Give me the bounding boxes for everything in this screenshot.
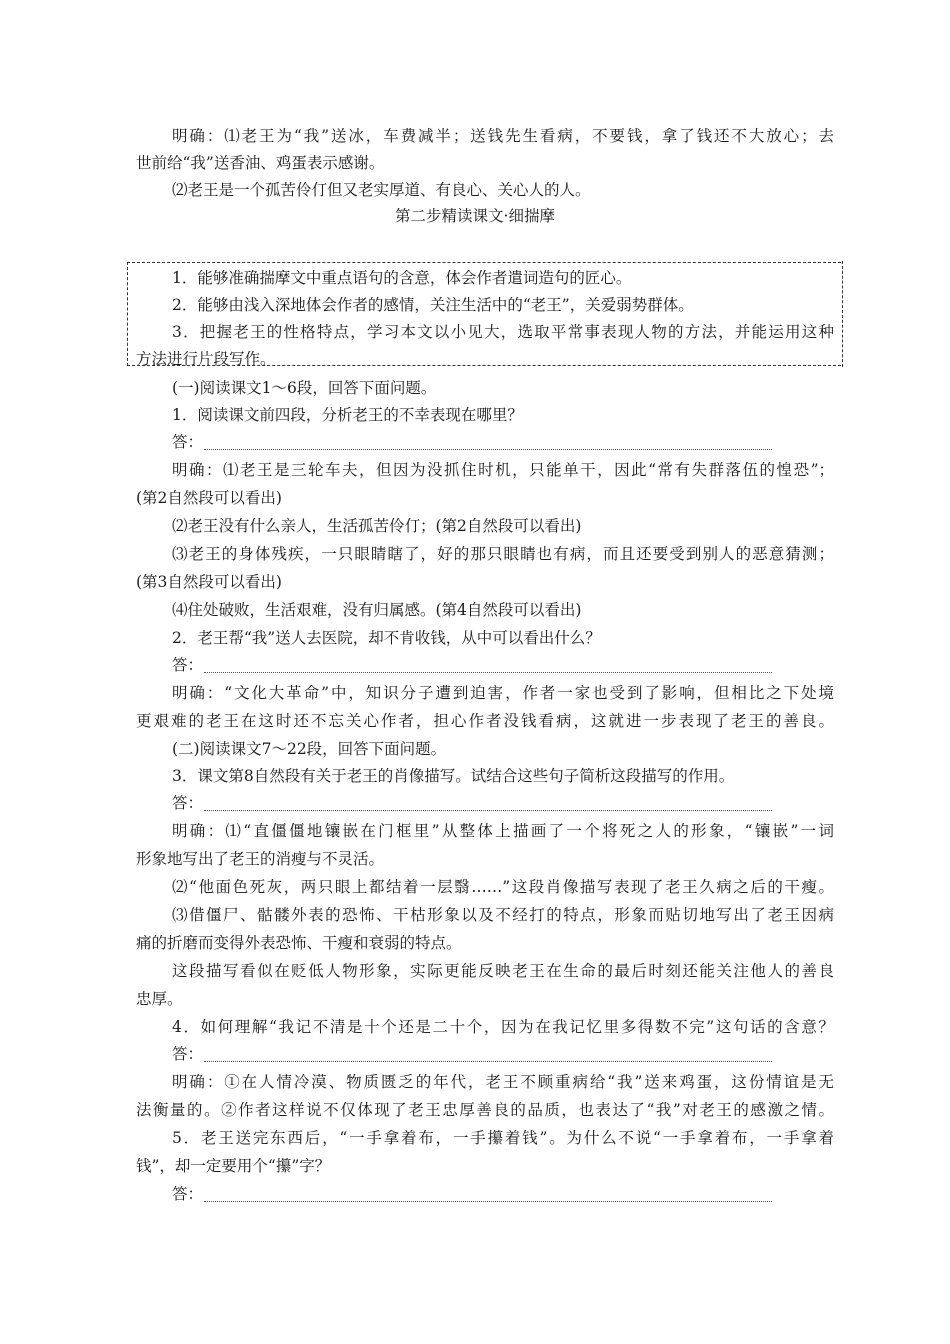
answer-line-2[interactable]	[204, 672, 772, 673]
answer-3-line6: 这段描写看似在贬低人物形象，实际更能反映老王在生命的最后时刻还能关注他人的善良	[172, 962, 834, 980]
question-5-line1: 5．老王送完东西后，“一手拿着布，一手攥着钱”。为什么不说“一手拿着布，一手拿着	[172, 1129, 834, 1147]
goal-2: 2．能够由浅入深地体会作者的感情，关注生活中的“老王”，关爱弱势群体。	[172, 296, 694, 314]
answer-3-line7: 忠厚。	[136, 990, 183, 1008]
answer-line-5[interactable]	[204, 1201, 772, 1202]
answer-2-line1: 明确：“文化大革命”中，知识分子遭到迫害，作者一家也受到了影响，但相比之下处境	[172, 684, 834, 702]
answer-1-line4: ⑶老王的身体残疾，一只眼睛瞎了，好的那只眼睛也有病，而且还要受到别人的恶意猜测；	[172, 545, 834, 563]
step-title: 第二步精读课文·细揣摩	[395, 207, 555, 225]
question-4: 4．如何理解“我记不清是十个还是二十个，因为在我记忆里多得数不完”这句话的含意？	[172, 1018, 834, 1036]
answer-line-4[interactable]	[204, 1061, 772, 1062]
goals-box-right-edge	[842, 261, 843, 367]
answer-label-2: 答：	[172, 656, 204, 674]
answer-3-line4: ⑶借僵尸、骷髅外表的恐怖、干枯形象以及不经打的特点，形象而贴切地写出了老王因病	[172, 906, 834, 924]
answer-3-line3: ⑵“他面色死灰，两只眼上都结着一层翳……”这段肖像描写表现了老王久病之后的干瘦。	[172, 878, 834, 896]
section2-heading: (二)阅读课文7～22段，回答下面问题。	[172, 740, 447, 758]
intro-answer-line3: ⑵老王是一个孤苦伶仃但又老实厚道、有良心、关心人的人。	[172, 181, 591, 199]
answer-1-line1: 明确：⑴老王是三轮车夫，但因为没抓住时机，只能单干，因此“常有失群落伍的惶恐”；	[172, 461, 834, 479]
question-3: 3．课文第8自然段有关于老王的肖像描写。试结合这些句子简析这段描写的作用。	[172, 767, 735, 785]
goal-3-line2: 方法进行片段写作。	[136, 350, 276, 368]
answer-2-line2: 更艰难的老王在这时还不忘关心作者，担心作者没钱看病，这就进一步表现了老王的善良。	[136, 712, 834, 730]
answer-label-1: 答：	[172, 433, 204, 451]
answer-3-line5: 痛的折磨而变得外表恐怖、干瘦和衰弱的特点。	[136, 934, 462, 952]
goal-1: 1．能够准确揣摩文中重点语句的含意，体会作者遣词造句的匠心。	[172, 269, 632, 287]
answer-3-line1: 明确：⑴“直僵僵地镶嵌在门框里”从整体上描画了一个将死之人的形象，“镶嵌”一词	[172, 822, 834, 840]
intro-answer-line1: 明确：⑴老王为“我”送冰，车费减半；送钱先生看病，不要钱，拿了钱还不大放心；去	[172, 127, 834, 145]
answer-4-line1: 明确：①在人情冷漠、物质匮乏的年代，老王不顾重病给“我”送来鸡蛋，这份情谊是无	[172, 1073, 834, 1091]
goal-3-line1: 3．把握老王的性格特点，学习本文以小见大，选取平常事表现人物的方法，并能运用这种	[172, 323, 834, 341]
question-5-line2: 钱”，却一定要用个“攥”字？	[136, 1157, 331, 1175]
answer-line-3[interactable]	[204, 810, 772, 811]
answer-1-line3: ⑵老王没有什么亲人，生活孤苦伶仃；(第2自然段可以看出)	[172, 517, 582, 535]
answer-1-line5: (第3自然段可以看出)	[136, 573, 282, 591]
answer-label-4: 答：	[172, 1045, 204, 1063]
answer-1-line2: (第2自然段可以看出)	[136, 489, 282, 507]
question-2: 2．老王帮“我”送人去医院，却不肯收钱，从中可以看出什么？	[172, 629, 601, 647]
answer-label-5: 答：	[172, 1185, 204, 1203]
answer-1-line6: ⑷住处破败，生活艰难，没有归属感。(第4自然段可以看出)	[172, 601, 582, 619]
question-1: 1．阅读课文前四段，分析老王的不幸表现在哪里？	[172, 406, 523, 424]
section1-heading: (一)阅读课文1～6段，回答下面问题。	[172, 379, 437, 397]
answer-line-1[interactable]	[204, 449, 772, 450]
answer-label-3: 答：	[172, 794, 204, 812]
answer-4-line2: 法衡量的。②作者这样说不仅体现了老王忠厚善良的品质，也表达了“我”对老王的感激之情。	[136, 1101, 834, 1119]
intro-answer-line2: 世前给“我”送香油、鸡蛋表示感谢。	[136, 154, 385, 172]
answer-3-line2: 形象地写出了老王的消瘦与不灵活。	[136, 850, 385, 868]
